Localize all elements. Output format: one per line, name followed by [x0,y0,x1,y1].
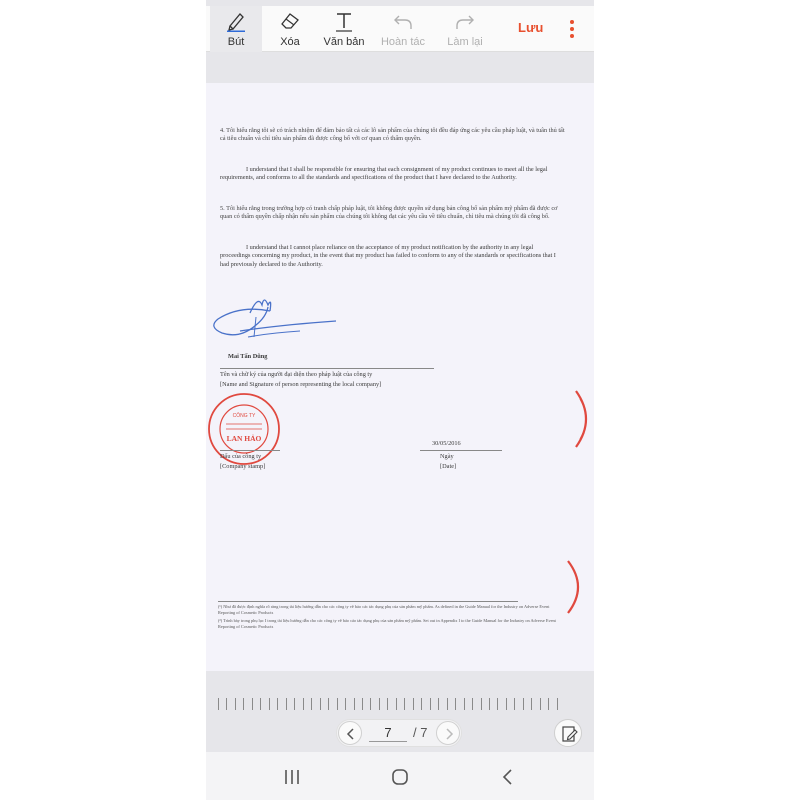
recent-apps-icon[interactable] [280,766,304,788]
footnote-1: (¹) Như đã được định nghĩa rõ ràng trong tài liệu hướng dẫn cho các công ty về bảo các tác dụng phụ của sản phẩm mỹ phẩm. As defined in the Guide Manual for the Industry on Adverse Event Reporting of Cosmetic Products [218,604,550,615]
paragraph-4-english: I understand that I shall be responsible for ensuring that each consignment of my product continues to meet all the legal requirements, and conforms to all the standards and specifications of the product that I have declared to the Authority. [220,166,548,182]
page-scrubber[interactable] [218,698,558,712]
save-button[interactable]: Lưu [518,20,544,35]
edge-stamp-bottom [558,559,594,615]
edit-pdf-button[interactable] [554,719,582,747]
pen-tool-button[interactable] [210,6,262,52]
page-navigator [336,719,462,747]
representative-label-en: [Name and Signature of person representing the local company] [220,381,382,388]
paragraph-5-english: I understand that I cannot place reliance on the acceptance of my product notification by the authority in any legal proceedings concerning my product, in the event that my product has failed to conform to any of the standards or specifications that I had previously declared to the Authority. [220,244,556,268]
text-tool-button[interactable] [318,6,370,52]
undo-label: Hoàn tác [380,36,426,48]
stamp-name-text: LAN HẢO [226,434,262,443]
signer-name: Mai Tấn Dũng [228,353,268,360]
edit-document-icon [555,720,583,748]
pen-icon [224,10,248,32]
undo-button[interactable] [372,6,434,52]
back-icon[interactable] [496,766,520,788]
previous-page-button[interactable] [338,721,362,745]
paragraph-5-vietnamese: 5. Tôi hiểu rằng trong trường hợp có tranh chấp pháp luật, tôi không được quyền sử dụng bản công bố sản phẩm mỹ phẩm đã được cơ quan có thẩm quyền chấp nhận nếu sản phẩm của chúng tôi không đạt các yêu cầu về tiêu chuẩn, chỉ tiêu mà chúng tôi đã công bố. [220,205,558,221]
home-icon[interactable] [388,766,412,788]
annotation-toolbar [206,6,594,52]
handwritten-signature [210,291,340,351]
representative-label-vi: Tên và chữ ký của người đại diện theo pháp luật của công ty [220,371,373,378]
document-page[interactable] [206,83,594,671]
signature-date: 30/05/2016 [432,440,461,447]
chevron-right-icon [437,722,461,746]
undo-icon [391,10,415,32]
next-page-button[interactable] [436,721,460,745]
more-options-icon[interactable] [562,16,582,42]
redo-label: Làm lại [447,36,483,48]
company-stamp-label-vi: Dấu của công ty [220,453,262,460]
signature-rule [220,368,434,369]
page-number-input[interactable] [369,724,407,742]
text-icon [332,10,356,32]
chevron-left-icon [339,722,363,746]
stamp-rule [220,450,280,451]
redo-icon [453,10,477,32]
company-stamp-label-en: [Company stamp] [220,463,266,470]
eraser-tool-label: Xóa [280,36,300,48]
text-tool-label: Văn bản [323,36,365,48]
edge-stamp-top [570,389,594,449]
system-navigation-bar [206,752,594,800]
date-label-vi: Ngày [440,453,454,460]
eraser-tool-button[interactable] [264,6,316,52]
footnote-2: (²) Trình bày trong phụ lục I trong tài liệu hướng dẫn cho các công ty về báo cáo tác dụng phụ của sản phẩm mỹ phẩm. Set out in Appendix I to the Guide Manual for the Industry on Adverse Event Reporting of Cosmetic Products [218,618,556,629]
page-total: / 7 [413,725,428,740]
footnote-rule [218,601,518,602]
date-rule [420,450,502,451]
date-label-en: [Date] [440,463,457,470]
eraser-icon [278,10,302,32]
pdf-viewer-app [206,0,594,800]
redo-button[interactable] [434,6,496,52]
stamp-company-text: CÔNG TY [232,413,256,419]
pen-tool-label: Bút [227,36,245,48]
paragraph-4-vietnamese: 4. Tôi hiểu rằng tôi sẽ có trách nhiệm để đảm bảo tất cả các lô sản phẩm của chúng tôi đều đáp ứng các yêu cầu pháp luật, và tuân thủ tất cả tiêu chuẩn và chỉ tiêu sản phẩm đã được công bố với cơ quan có thẩm quyền. [220,127,565,143]
